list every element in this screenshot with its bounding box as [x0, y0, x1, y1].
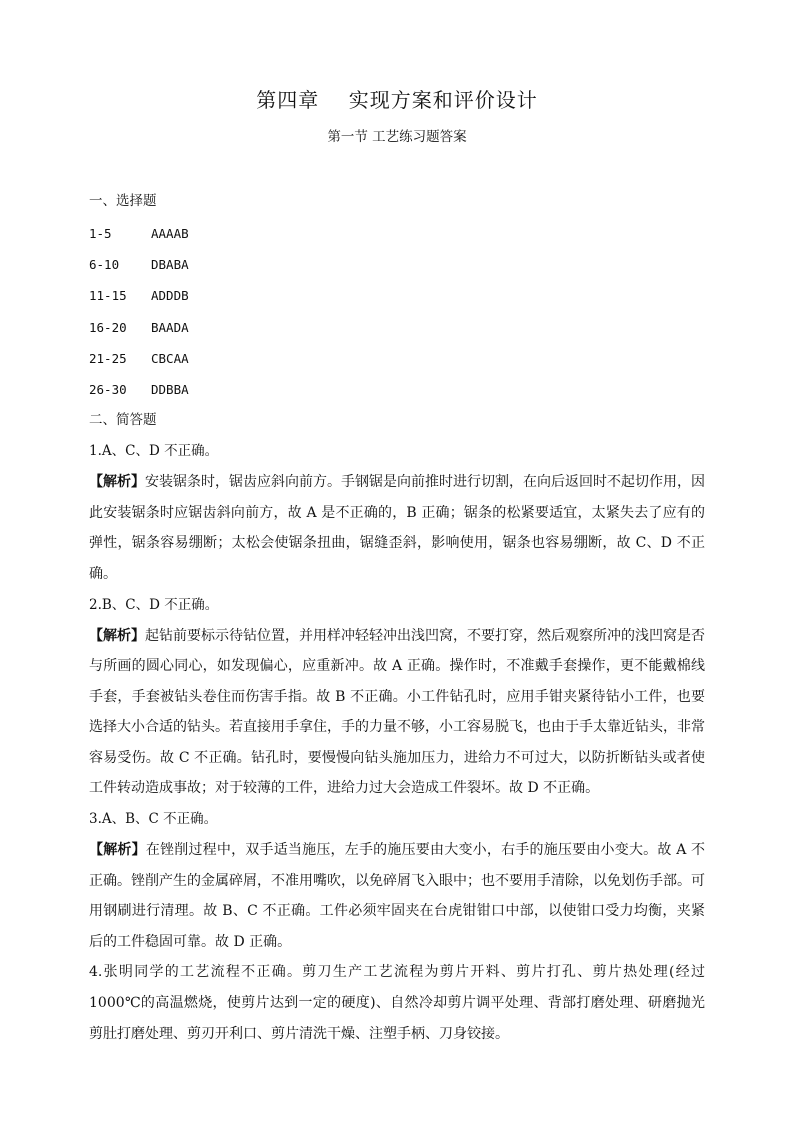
question-range: 21-25: [89, 350, 127, 366]
analysis-tag: 【解析】: [89, 474, 145, 491]
answer-key-row: [89, 343, 705, 374]
analysis-paragraph-3: [89, 835, 705, 957]
question-range: 6-10: [89, 257, 120, 273]
analysis-text: 在锉削过程中，双手适当施压，左手的施压要由大变小，右手的施压要由小变大。故 A 不正确。锉削产生的金属碎屑，不准用嘴吹，以免碎屑飞入眼中；也不要用手清除，以免划伤手部。可用钢刷进行清理。故 B、C 不正确。工件必须牢固夹在台虎钳钳口中部，以使钳口受力均衡，夹紧后的工件稳固可靠。故 D 正确。: [89, 842, 706, 950]
question-range: 11-15: [89, 288, 127, 304]
short-answer-2: 2.B、C、D 不正确。: [89, 596, 219, 613]
page-title: 第四章 实现方案和评价设计: [256, 88, 538, 112]
answer-letters: CBCAA: [151, 350, 189, 366]
answer-letters: AAAAB: [151, 226, 189, 241]
answer-letters: DDBBA: [151, 381, 189, 397]
answer-letters: DBABA: [151, 257, 189, 273]
answer-key-row: [89, 218, 705, 249]
short-answer-1: 1.A、C、D 不正确。: [89, 443, 219, 460]
answer-letters: BAADA: [151, 319, 189, 335]
section-heading-short-answer: 二、简答题: [89, 412, 157, 429]
answer-key-row: [89, 249, 705, 280]
question-range: 1-5: [89, 226, 112, 241]
answer-key-row: [89, 374, 705, 405]
question-range: 26-30: [89, 381, 127, 397]
answer-key-list: [89, 218, 705, 405]
document-body: [89, 186, 705, 1049]
answer-key-row: [89, 312, 705, 343]
analysis-paragraph-1: [89, 467, 705, 589]
analysis-tag: 【解析】: [89, 842, 146, 859]
answer-key-row: [89, 280, 705, 311]
answer-letters: ADDDB: [151, 288, 189, 304]
analysis-text: 安装锯条时，锯齿应斜向前方。手钢锯是向前推时进行切割，在向后返回时不起切作用，因此安装锯条时应锯齿斜向前方，故 A 是不正确的，B 正确；锯条的松紧要适宜，太紧失去了应有的弹性，锯条容易绷断；太松会使锯条扭曲，锯缝歪斜，影响使用，锯条也容易绷断，故 C、D 不正确。: [89, 474, 705, 582]
analysis-paragraph-2: [89, 621, 705, 805]
section-heading-choice: 一、选择题: [89, 193, 157, 209]
question-range: 16-20: [89, 319, 127, 335]
analysis-text: 起钻前要标示待钻位置，并用样冲轻轻冲出浅凹窝，不要打穿，然后观察所冲的浅凹窝是否与所画的圆心同心，如发现偏心，应重新冲。故 A 正确。操作时，不准戴手套操作，更不能戴棉线手套，手套被钻头卷住而伤害手指。故 B 不正确。小工件钻孔时，应用手钳夹紧待钻小工件，也要选择大小合适的钻头。若直接用手拿住，手的力量不够，小工容易脱飞，也由于手太靠近钻头，非常容易受伤。故 C 不正确。钻孔时，要慢慢向钻头施加压力，进给力不可过大，以防折断钻头或者使工件转动造成事故；对于较薄的工件，进给力过大会造成工件裂坏。故 D 不正确。: [89, 627, 705, 797]
page-subtitle: 第一节 工艺练习题答案: [327, 129, 467, 145]
short-answer-3: 3.A、B、C 不正确。: [89, 811, 218, 828]
analysis-tag: 【解析】: [89, 627, 145, 644]
short-answer-4: 4.张明同学的工艺流程不正确。剪刀生产工艺流程为剪片开料、剪片打孔、剪片热处理(经过 1000℃的高温燃烧，使剪片达到一定的硬度)、自然冷却剪片调平处理、背部打磨处理、研磨抛光剪肚打磨处理、剪刃开利口、剪片清洗干燥、注塑手柄、刀身铰接。: [89, 964, 705, 1042]
